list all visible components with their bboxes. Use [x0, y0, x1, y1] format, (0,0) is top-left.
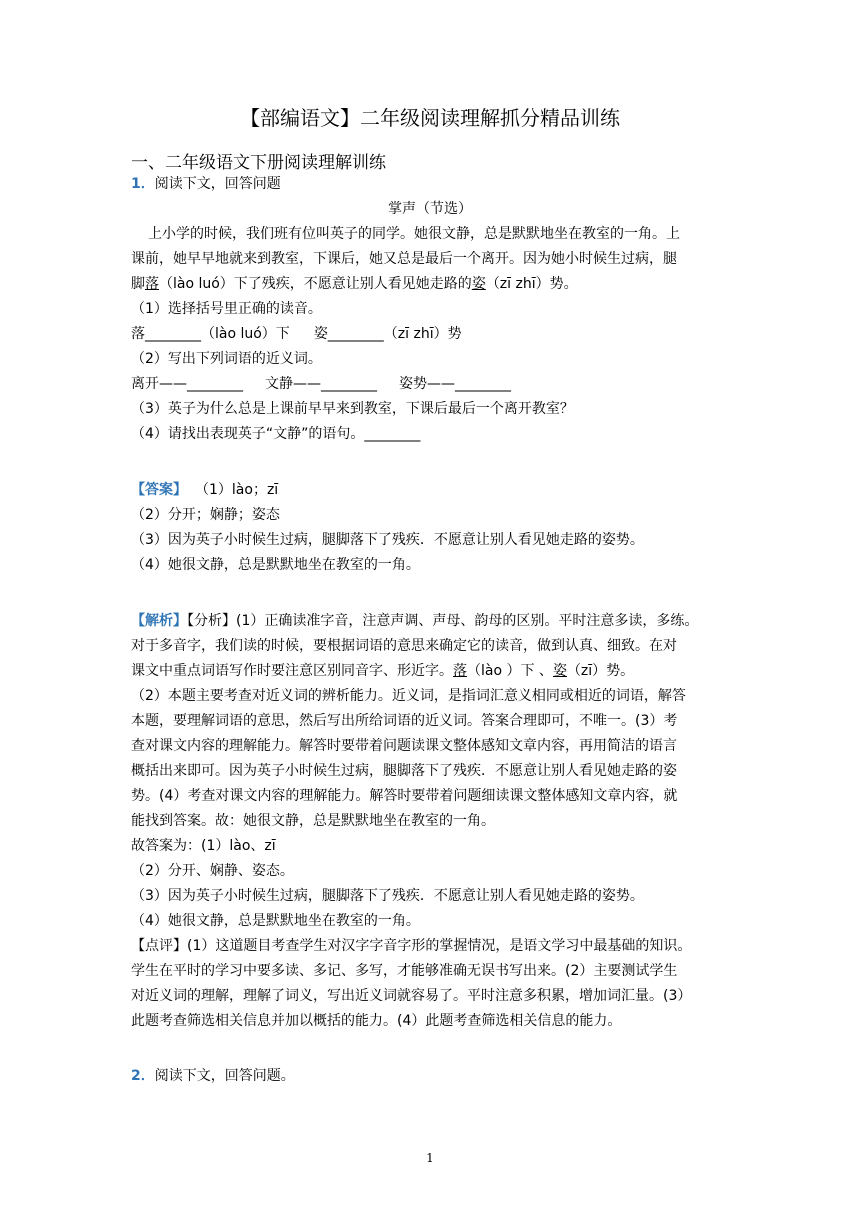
blank-item: 落________（lào luó）下 — [131, 326, 290, 342]
subquestion-4: （4）请找出表现英子“文静”的语句。________ — [131, 426, 421, 442]
analysis-text: 课文中重点词语写作时要注意区别同音字、形近字。 — [131, 663, 453, 679]
underlined-char: 姿 — [471, 276, 486, 292]
passage-line: 课前，她早早地就来到教室，下课后，她又总是最后一个离开。因为她小时候生过病，腿 — [131, 251, 677, 267]
analysis-line: 势。(4）考查对课文内容的理解能力。解答时要带着问题细读课文整体感知文章内容，就 — [131, 788, 678, 804]
subquestion-1: （1）选择括号里正确的读音。 — [131, 301, 322, 317]
underlined-char: 落 — [145, 276, 159, 292]
passage-line — [131, 274, 578, 294]
section-heading: 一、二年级语文下册阅读理解训练 — [131, 153, 386, 173]
subquestion-3: （3）英子为什么总是上课前早早来到教室，下课后最后一个离开教室？ — [131, 401, 574, 417]
question-number: 2． — [131, 1068, 155, 1084]
analysis-line: 概括出来即可。因为英子小时候生过病，腿脚落下了残疾．不愿意让别人看见她走路的姿 — [131, 763, 677, 779]
question-number: 1． — [131, 176, 155, 192]
blank-item: 离开——________ — [131, 376, 243, 392]
comment-line: 此题考查筛选相关信息并加以概括的能力。(4）此题考查筛选相关信息的能力。 — [131, 1013, 622, 1029]
analysis-line: 对于多音字，我们读的时候，要根据词语的意思来确定它的读音，做到认真、细致。在对 — [131, 638, 677, 654]
page-number: 1 — [426, 1151, 434, 1165]
underlined-char: 姿 — [552, 663, 567, 679]
analysis-line: （2）本题主要考查对近义词的辨析能力。近义词，是指词汇意义相同或相近的词语，解答 — [131, 688, 686, 704]
comment-line: 【点评】(1）这道题目考查学生对汉字字音字形的掌握情况，是语文学习中最基础的知识。 — [131, 938, 692, 954]
analysis-text: （lào ）下 、 — [467, 663, 553, 679]
answer-text: （1）lào；zī — [195, 482, 279, 498]
blank-item: 姿________（zī zhī）势 — [313, 326, 462, 342]
answer-label: 【答案】 — [131, 482, 187, 498]
question-prompt: 阅读下文，回答问题 — [154, 176, 281, 192]
passage-text: （lào luó）下了残疾，不愿意让别人看见她走路的 — [159, 276, 472, 292]
answer-line — [131, 480, 278, 500]
analysis-text: 【分析】(1）正确读准字音，注意声调、声母、韵母的区别。平时注意多读，多练。 — [187, 613, 699, 629]
passage-text: （zī zhī）势。 — [485, 276, 578, 292]
analysis-line: （2）分开、娴静、姿态。 — [131, 863, 294, 879]
underlined-char: 落 — [453, 663, 467, 679]
analysis-line — [131, 661, 634, 681]
question-prompt: 阅读下文，回答问题。 — [154, 1068, 295, 1084]
analysis-line — [131, 611, 698, 631]
blank-item: 文静——________ — [265, 376, 377, 392]
analysis-line: 故答案为：(1）lào、zī — [131, 838, 276, 854]
passage-line: 上小学的时候，我们班有位叫英子的同学。她很文静，总是默默地坐在教室的一角。上 — [148, 226, 680, 242]
blank-item: 姿势——________ — [399, 376, 511, 392]
subquestion-2-blanks — [131, 374, 511, 394]
comment-line: 学生在平时的学习中要多读、多记、多写，才能够准确无误书写出来。(2）主要测试学生 — [131, 963, 678, 979]
analysis-line: （3）因为英子小时候生过病，腿脚落下了残疾．不愿意让别人看见她走路的姿势。 — [131, 888, 644, 904]
subquestion-1-blanks — [131, 324, 462, 344]
answer-line: （2）分开；娴静；姿态 — [131, 507, 280, 523]
question-1-header — [131, 174, 281, 194]
analysis-label: 【解析】 — [131, 613, 187, 629]
answer-line: （4）她很文静，总是默默地坐在教室的一角。 — [131, 557, 420, 573]
analysis-line: （4）她很文静，总是默默地坐在教室的一角。 — [131, 913, 420, 929]
passage-title: 掌声（节选） — [388, 201, 472, 217]
comment-line: 对近义词的理解，理解了词义，写出近义词就容易了。平时注意多积累，增加词汇量。(3） — [131, 988, 692, 1004]
subquestion-2: （2）写出下列词语的近义词。 — [131, 351, 322, 367]
analysis-line: 查对课文内容的理解能力。解答时要带着问题读课文整体感知文章内容，再用简洁的语言 — [131, 738, 677, 754]
document-title: 【部编语文】二年级阅读理解抓分精品训练 — [240, 106, 620, 130]
analysis-line: 能找到答案。故：她很文静，总是默默地坐在教室的一角。 — [131, 813, 495, 829]
answer-line: （3）因为英子小时候生过病，腿脚落下了残疾．不愿意让别人看见她走路的姿势。 — [131, 532, 644, 548]
analysis-text: （zī）势。 — [566, 663, 635, 679]
passage-text: 脚 — [131, 276, 145, 292]
analysis-line: 本题，要理解词语的意思，然后写出所给词语的近义词。答案合理即可，不唯一。(3）考 — [131, 713, 678, 729]
question-2-header — [131, 1066, 295, 1086]
